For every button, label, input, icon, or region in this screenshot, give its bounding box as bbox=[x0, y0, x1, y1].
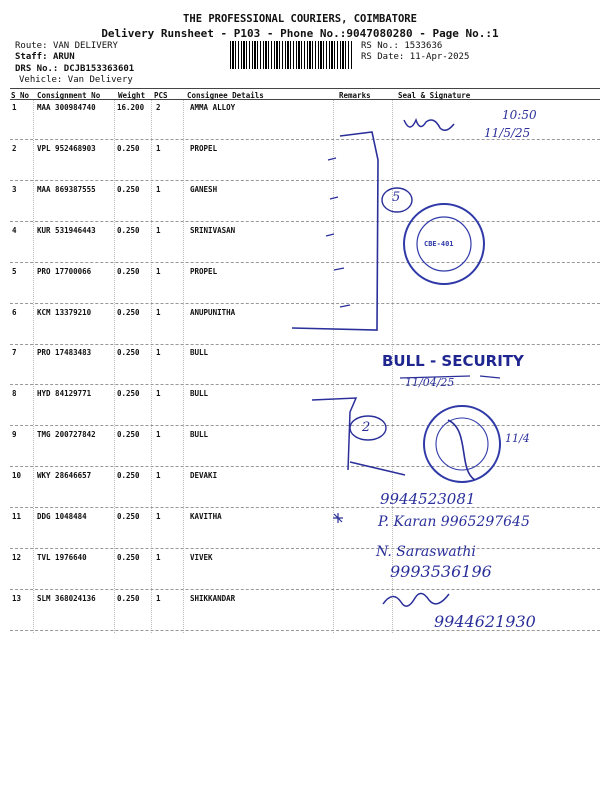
cell-consignment: TMG 200727842 bbox=[37, 430, 96, 439]
cell-consignee: KAVITHA bbox=[190, 512, 222, 521]
cell-consignee: SHIKKANDAR bbox=[190, 594, 236, 603]
star-mark bbox=[333, 513, 343, 523]
cell-sno: 12 bbox=[12, 553, 22, 562]
cell-consignment: PRO 17700066 bbox=[37, 267, 92, 276]
cell-sno: 3 bbox=[12, 185, 17, 194]
rs-date-value: 11-Apr-2025 bbox=[409, 52, 470, 62]
bull-security-stamp: BULL - SECURITY bbox=[382, 352, 524, 370]
hand-row12-phone: 9993536196 bbox=[390, 562, 492, 581]
hand-row13-phone: 9944621930 bbox=[434, 612, 536, 631]
cell-consignee: PROPEL bbox=[190, 267, 218, 276]
hand-row10-phone: 9944523081 bbox=[380, 490, 476, 508]
cell-pcs: 1 bbox=[156, 308, 161, 317]
cell-sno: 2 bbox=[12, 144, 17, 153]
col-seal: Seal & Signature bbox=[398, 91, 471, 100]
hand-circle-2: 2 bbox=[362, 420, 371, 435]
col-sno: S No bbox=[11, 91, 30, 100]
cell-consignment: SLM 368024136 bbox=[37, 594, 96, 603]
hand-row11-sign: P. Karan 9965297645 bbox=[378, 514, 530, 530]
cell-weight: 0.250 bbox=[117, 553, 140, 562]
col-consignee: Consignee Details bbox=[187, 91, 264, 100]
signature-scribble bbox=[448, 420, 475, 480]
vehicle-label: Vehicle: bbox=[19, 75, 63, 85]
cell-sno: 11 bbox=[12, 512, 22, 521]
cell-sno: 6 bbox=[12, 308, 17, 317]
cell-weight: 0.250 bbox=[117, 512, 140, 521]
cell-sno: 10 bbox=[12, 471, 22, 480]
cell-sno: 4 bbox=[12, 226, 17, 235]
cell-consignee: BULL bbox=[190, 389, 209, 398]
cell-consignment: KUR 531946443 bbox=[37, 226, 96, 235]
hand-row12-name: N. Saraswathi bbox=[376, 544, 476, 560]
cell-consignee: BULL bbox=[190, 348, 209, 357]
cell-consignment: TVL 1976640 bbox=[37, 553, 87, 562]
cell-consignee: PROPEL bbox=[190, 144, 218, 153]
hand-time: 10:50 bbox=[502, 108, 537, 122]
cell-pcs: 2 bbox=[156, 103, 161, 112]
cell-sno: 1 bbox=[12, 103, 17, 112]
cell-weight: 0.250 bbox=[117, 430, 140, 439]
cell-pcs: 1 bbox=[156, 594, 161, 603]
cell-consignment: KCM 13379210 bbox=[37, 308, 92, 317]
dash-marks bbox=[326, 158, 350, 307]
cell-weight: 0.250 bbox=[117, 348, 140, 357]
hand-row9-note: 11/4 bbox=[505, 432, 530, 445]
cell-pcs: 1 bbox=[156, 144, 161, 153]
cell-consignment: HYD 84129771 bbox=[37, 389, 92, 398]
drs-label: DRS No.: bbox=[15, 64, 59, 74]
col-weight: Weight bbox=[118, 91, 146, 100]
cell-sno: 13 bbox=[12, 594, 22, 603]
cell-pcs: 1 bbox=[156, 267, 161, 276]
company-title: THE PROFESSIONAL COURIERS, COIMBATORE bbox=[183, 13, 417, 25]
staff-label: Staff: bbox=[15, 52, 48, 62]
rs-no-label: RS No.: bbox=[361, 41, 399, 51]
cell-consignment: MAA 300984740 bbox=[37, 103, 96, 112]
cell-consignment: WKY 28646657 bbox=[37, 471, 92, 480]
cell-pcs: 1 bbox=[156, 389, 161, 398]
cell-sno: 5 bbox=[12, 267, 17, 276]
cell-weight: 0.250 bbox=[117, 389, 140, 398]
signature-row1 bbox=[404, 120, 454, 130]
cell-weight: 0.250 bbox=[117, 185, 140, 194]
runsheet-subtitle: Delivery Runsheet - P103 - Phone No.:9047080280 - Page No.:1 bbox=[101, 27, 499, 40]
cell-consignment: DDG 1048484 bbox=[37, 512, 87, 521]
stamp-cbe: CBE-401 bbox=[424, 240, 454, 248]
cell-consignment: PRO 17483483 bbox=[37, 348, 92, 357]
hand-circle-5: 5 bbox=[392, 190, 401, 205]
cell-consignment: MAA 869387555 bbox=[37, 185, 96, 194]
cell-pcs: 1 bbox=[156, 348, 161, 357]
cell-pcs: 1 bbox=[156, 226, 161, 235]
cell-sno: 9 bbox=[12, 430, 17, 439]
cell-consignee: AMMA ALLOY bbox=[190, 103, 236, 112]
cell-pcs: 1 bbox=[156, 512, 161, 521]
cell-consignee: ANUPUNITHA bbox=[190, 308, 236, 317]
cell-weight: 0.250 bbox=[117, 226, 140, 235]
cell-consignee: SRINIVASAN bbox=[190, 226, 236, 235]
cell-weight: 0.250 bbox=[117, 594, 140, 603]
cell-sno: 7 bbox=[12, 348, 17, 357]
cell-consignee: GANESH bbox=[190, 185, 218, 194]
cell-weight: 0.250 bbox=[117, 144, 140, 153]
route-value: VAN DELIVERY bbox=[52, 41, 118, 51]
cell-pcs: 1 bbox=[156, 185, 161, 194]
cell-sno: 8 bbox=[12, 389, 17, 398]
cell-pcs: 1 bbox=[156, 471, 161, 480]
rs-no-value: 1533636 bbox=[404, 41, 443, 51]
cell-consignee: BULL bbox=[190, 430, 209, 439]
col-consignment: Consignment No bbox=[37, 91, 101, 100]
bracket-mark bbox=[292, 132, 378, 330]
cell-consignee: DEVAKI bbox=[190, 471, 218, 480]
drs-value: DCJB153363601 bbox=[63, 64, 135, 74]
rs-date-label: RS Date: bbox=[361, 52, 405, 62]
cell-weight: 0.250 bbox=[117, 308, 140, 317]
cell-consignee: VIVEK bbox=[190, 553, 213, 562]
col-remarks: Remarks bbox=[339, 91, 371, 100]
cell-weight: 16.200 bbox=[117, 103, 145, 112]
cell-pcs: 1 bbox=[156, 430, 161, 439]
route-label: Route: bbox=[15, 41, 48, 51]
col-pcs: PCS bbox=[154, 91, 168, 100]
bracket-mark-2 bbox=[312, 398, 405, 475]
cell-pcs: 1 bbox=[156, 553, 161, 562]
staff-value: ARUN bbox=[52, 52, 75, 62]
hand-bull-date: 11/04/25 bbox=[405, 376, 455, 389]
cell-weight: 0.250 bbox=[117, 267, 140, 276]
signature-row13 bbox=[383, 593, 449, 606]
cell-weight: 0.250 bbox=[117, 471, 140, 480]
cell-consignment: VPL 952468903 bbox=[37, 144, 96, 153]
vehicle-value: Van Delivery bbox=[67, 75, 133, 85]
hand-date: 11/5/25 bbox=[484, 126, 531, 140]
